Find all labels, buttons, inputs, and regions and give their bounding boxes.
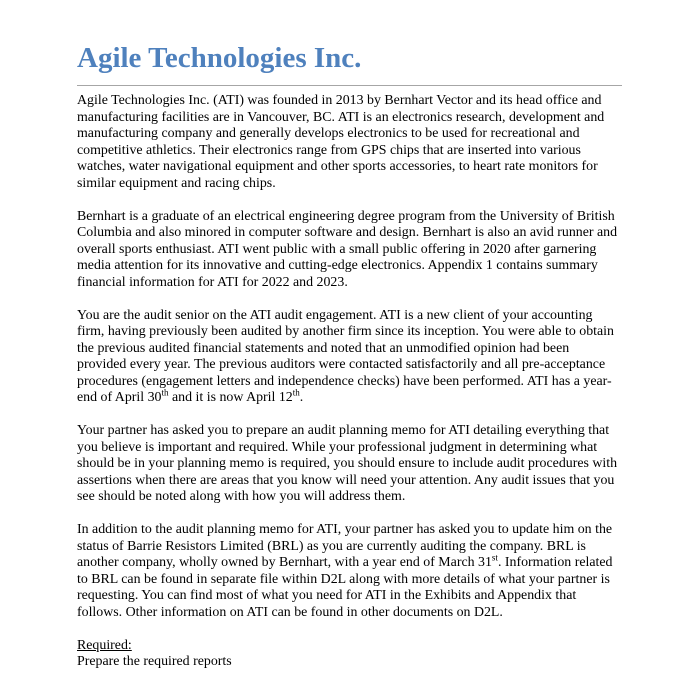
paragraph-audit-engagement-text: You are the audit senior on the ATI audit engagement. ATI is a new client of your accounting firm, having previously been audited by another firm since its inception. You were able to obtain the previous audited financial statements and noted that an unmodified opinion had been provided every year. The previous auditors were contacted satisfactorily and all pre-acceptance procedures (engagement letters and independence checks) have been performed. ATI has a year-end of April 30 bbox=[77, 307, 614, 405]
required-section bbox=[77, 638, 622, 671]
paragraph-company-overview: Agile Technologies Inc. (ATI) was founded in 2013 by Bernhart Vector and its head office and manufacturing facilities are in Vancouver, BC. ATI is an electronics research, development and manufacturing company and generally develops electronics to be used for recreational and competitive athletics. Their electronics range from GPS chips that are inserted into various watches, water navigational equipment and other sports accessories, to heart rate monitors for similar equipment and racing chips. bbox=[77, 93, 605, 191]
superscript-ordinal: th bbox=[161, 387, 169, 398]
paragraph-brl-update bbox=[77, 522, 622, 621]
paragraph-audit-engagement-end: . bbox=[299, 390, 304, 405]
paragraph-planning-memo: Your partner has asked you to prepare an audit planning memo for ATI detailing everything that you believe is important and required. While your professional judgment in determining what should be in your planning memo is required, you should ensure to include audit procedures with assertions when there are areas that you know will need your attention. Any audit issues that you see should be noted along with how you will address them. bbox=[77, 423, 618, 504]
paragraph-audit-engagement bbox=[77, 308, 622, 407]
document-title: Agile Technologies Inc. bbox=[77, 40, 622, 86]
document-page bbox=[77, 40, 622, 671]
paragraph-brl-update-text-2: . Information related to BRL can be found in separate file within D2L along with more details of what your partner is requesting. You can find most of what you need for ATI in the Exhibits and Appendix that follows. Other information on ATI can be found in other documents on D2L. bbox=[77, 555, 613, 620]
paragraph-founder-background: Bernhart is a graduate of an electrical engineering degree program from the University of British Columbia and also minored in computer software and design. Bernhart is also an avid runner and overall sports enthusiast. ATI went public with a small public offering in 2020 after garnering media attention for its innovative and cutting-edge electronics. Appendix 1 contains summary financial information for ATI for 2022 and 2023. bbox=[77, 208, 618, 290]
superscript-ordinal-3: st bbox=[491, 552, 498, 563]
required-text: Prepare the required reports bbox=[77, 654, 232, 669]
superscript-ordinal-2: th bbox=[292, 387, 300, 398]
paragraph-audit-engagement-text-2: and it is now April 12 bbox=[168, 390, 293, 405]
paragraph-brl-update-text: In addition to the audit planning memo for ATI, your partner has asked you to update him on the status of Barrie Resistors Limited (BRL) as you are currently auditing the company. BRL is another company, wholly owned by Bernhart, with a year end of March 31 bbox=[77, 522, 613, 570]
required-label: Required: bbox=[77, 637, 132, 653]
